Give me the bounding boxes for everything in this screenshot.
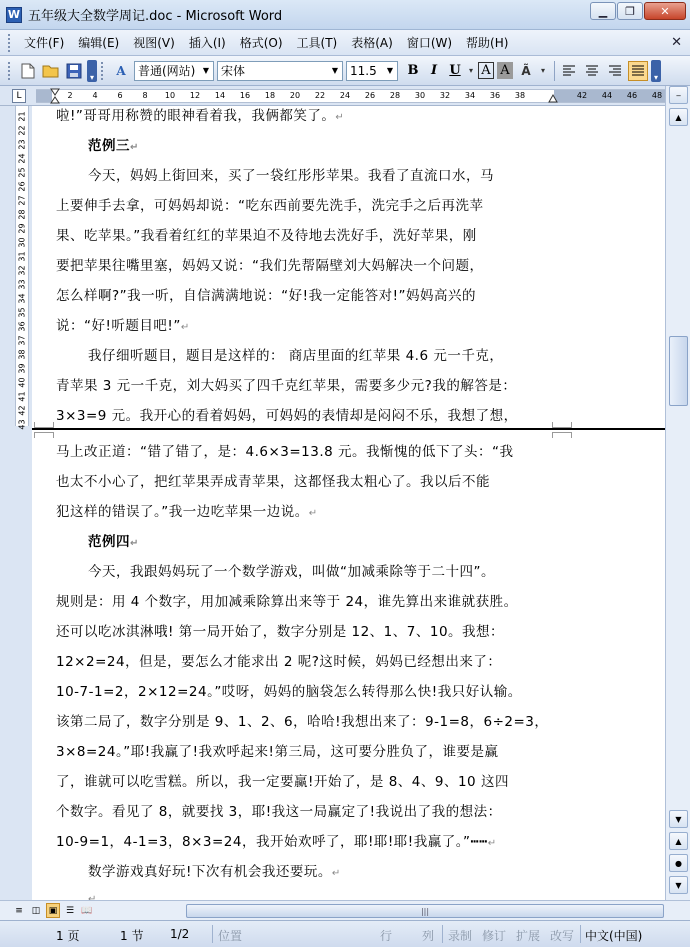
menu-view[interactable]: 视图(V): [133, 36, 175, 50]
menu-file[interactable]: 文件(F): [24, 36, 65, 50]
align-center-icon[interactable]: [582, 61, 602, 81]
close-button[interactable]: ✕: [644, 2, 686, 20]
paragraph-mark: ↵: [335, 112, 345, 123]
section-heading[interactable]: [56, 134, 588, 154]
line-text: 范例四: [88, 534, 130, 550]
paragraph-line[interactable]: [56, 374, 588, 394]
paragraph-line[interactable]: [56, 224, 588, 244]
ruler-tick: 30: [414, 91, 426, 100]
ruler-tick: 36: [489, 91, 501, 100]
align-right-icon[interactable]: [605, 61, 625, 81]
title-bar: [0, 0, 690, 30]
horizontal-scrollbar[interactable]: [0, 900, 690, 920]
vruler-tick: 38: [17, 349, 27, 360]
paragraph-line[interactable]: [56, 620, 588, 640]
toolbar-options-icon[interactable]: ▾: [651, 60, 661, 82]
paragraph-line[interactable]: [56, 830, 588, 850]
vruler-tick: 28: [17, 209, 27, 220]
menu-bar: [0, 30, 690, 56]
status-extend[interactable]: 扩展: [516, 929, 541, 943]
page-corner: [34, 422, 54, 428]
ruler-band[interactable]: [36, 89, 666, 103]
next-page-icon[interactable]: ▼: [669, 876, 688, 894]
vertical-scroll-thumb[interactable]: [669, 336, 688, 406]
ruler-tick: 32: [439, 91, 451, 100]
bold-button[interactable]: B: [407, 63, 419, 78]
scroll-down-icon[interactable]: ▼: [669, 810, 688, 828]
ruler-tick: 2: [67, 91, 73, 100]
line-text: 还可以吃冰淇淋哦! 第一局开始了，数字分别是 12、1、7、10。我想：: [56, 624, 505, 640]
chevron-down-icon[interactable]: ▼: [202, 66, 210, 75]
line-text: 10-7-1=2，2×12=24。”哎呀，妈妈的脑袋怎么转得那么快!我只好认输。: [56, 684, 522, 700]
line-text: 规则是：用 4 个数字，用加减乘除算出来等于 24，谁先算出来谁就获胜。: [56, 594, 518, 610]
status-bar: [0, 920, 690, 947]
ruler-tick: 34: [464, 91, 476, 100]
normal-view-icon[interactable]: ≡: [15, 905, 23, 916]
line-text: 啦!”哥哥用称赞的眼神看着我，我俩都笑了。: [56, 108, 336, 124]
status-language: 中文(中国): [585, 929, 643, 943]
chevron-down-icon[interactable]: ▼: [331, 66, 339, 75]
ruler-tick: 26: [364, 91, 376, 100]
status-page: 1 页: [56, 929, 80, 943]
paragraph-line[interactable]: [56, 680, 588, 700]
section-heading[interactable]: [56, 530, 588, 550]
line-text: 数学游戏真好玩!下次有机会我还要玩。: [88, 864, 332, 880]
justify-icon[interactable]: [628, 61, 648, 81]
status-track-changes[interactable]: 修订: [482, 929, 507, 943]
status-pages: 1/2: [170, 927, 190, 941]
paragraph-line[interactable]: [56, 344, 588, 364]
ruler-tick: 8: [142, 91, 148, 100]
ruler-tick: 28: [389, 91, 401, 100]
status-position: 位置: [218, 929, 243, 943]
line-text: 个数字。看见了 8，就要找 3，耶!我这一局赢定了!我说出了我的想法：: [56, 804, 502, 820]
vruler-tick: 26: [17, 181, 27, 192]
new-document-icon[interactable]: [18, 61, 38, 81]
ruler-tick: 16: [239, 91, 251, 100]
status-overtype[interactable]: 改写: [550, 929, 575, 943]
line-text: 3×3=9 元。我开心的看着妈妈，可妈妈的表情却是闷闷不乐，我想了想，: [56, 408, 518, 424]
ruler-tick: 46: [626, 91, 638, 100]
ruler-tick: 4: [92, 91, 98, 100]
line-text: 我仔细听题目，题目是这样的： 商店里面的红苹果 4.6 元一千克，: [88, 348, 504, 364]
character-border-button[interactable]: A: [478, 62, 494, 79]
menu-table[interactable]: 表格(A): [351, 36, 393, 50]
ruler-tick: 18: [264, 91, 276, 100]
vruler-tick: 43: [17, 419, 27, 430]
menu-edit[interactable]: 编辑(E): [78, 36, 120, 50]
line-text: 3×8=24。”耶!我赢了!我欢呼起来!第三局，这可要分胜负了，谁要是赢: [56, 744, 499, 760]
toolbar-grip[interactable]: [8, 62, 12, 80]
menu-grip[interactable]: [8, 34, 12, 52]
print-layout-icon[interactable]: ▣: [46, 903, 60, 918]
font-combo[interactable]: [217, 61, 343, 81]
vruler-tick: 39: [17, 363, 27, 374]
window-controls: [590, 2, 686, 20]
scaling-dropdown-icon[interactable]: ▾: [540, 66, 545, 75]
maximize-button[interactable]: ❐: [617, 2, 643, 20]
vruler-tick: 35: [17, 307, 27, 318]
font-value: 宋体: [221, 64, 246, 78]
vruler-tick: 37: [17, 335, 27, 346]
paragraph-line[interactable]: [56, 890, 588, 900]
paragraph-mark: ↵: [130, 538, 139, 549]
line-text: 也太不小心了，把红苹果弄成青苹果，这都怪我太粗心了。我以后不能: [56, 474, 490, 490]
toolbar-separator: [554, 61, 555, 81]
line-text: 怎么样啊?”我一听，自信满满地说：“好!我一定能答对!”妈妈高兴的: [56, 288, 476, 304]
vruler-tick: 29: [17, 223, 27, 234]
format-toolbar-grip[interactable]: [101, 62, 105, 80]
vruler-tick: 41: [17, 391, 27, 402]
line-text: 今天，妈妈上街回来，买了一袋红彤彤苹果。我看了直流口水，马: [88, 168, 494, 184]
line-text: 犯这样的错误了。”我一边吃苹果一边说。: [56, 504, 309, 520]
left-edge: [0, 106, 12, 900]
vruler-tick: 32: [17, 265, 27, 276]
font-size-combo[interactable]: [346, 61, 398, 81]
save-icon[interactable]: [64, 61, 84, 81]
style-value: 普通(网站): [138, 64, 196, 78]
paragraph-mark: ↵: [308, 508, 318, 519]
web-layout-icon[interactable]: ◫: [31, 905, 41, 916]
first-line-indent-marker[interactable]: [50, 88, 60, 104]
line-text: 该第二局了，数字分别是 9、1、2、6，哈哈!我想出来了：9-1=8，6÷2=3，: [56, 714, 549, 730]
window-title: 五年级大全数学周记.doc - Microsoft Word: [28, 9, 283, 24]
paragraph-mark: ↵: [130, 142, 139, 153]
ruler-tick: 12: [189, 91, 201, 100]
line-text: 说：“好!听题目吧!”: [56, 318, 181, 334]
line-text: 10-9=1，4-1=3，8×3=24，我开始欢呼了，耶!耶!耶!我赢了。”┅┅: [56, 834, 488, 850]
word-app-icon[interactable]: W: [7, 8, 21, 21]
paragraph-mark: ↵: [331, 868, 341, 879]
horizontal-scroll-track[interactable]: [102, 904, 656, 918]
paragraph-line[interactable]: [56, 740, 588, 760]
style-combo[interactable]: [134, 61, 214, 81]
paragraph-line[interactable]: [56, 164, 588, 184]
line-text: 今天，我跟妈妈玩了一个数学游戏，叫做“加减乘除等于二十四”。: [88, 564, 495, 580]
underline-button[interactable]: U: [449, 63, 461, 78]
browse-object-icon[interactable]: ●: [669, 854, 688, 872]
vruler-tick: 21: [17, 111, 27, 122]
paragraph-line[interactable]: [56, 710, 588, 730]
reading-layout-icon[interactable]: 📖: [81, 905, 93, 916]
paragraph-mark: ↵: [180, 322, 190, 333]
underline-dropdown-icon[interactable]: ▾: [468, 66, 473, 75]
menu-help[interactable]: 帮助(H): [466, 36, 509, 50]
paragraph-line[interactable]: [56, 650, 588, 670]
line-text: 马上改正道：“错了错了，是：4.6×3=13.8 元。我惭愧的低下了头：“我: [56, 444, 514, 460]
paragraph-line[interactable]: [56, 860, 588, 880]
page-corner: [34, 432, 54, 438]
paragraph-line[interactable]: [56, 770, 588, 790]
open-folder-icon[interactable]: [41, 61, 61, 81]
split-box-icon[interactable]: ‒: [669, 86, 688, 104]
italic-button[interactable]: I: [430, 63, 438, 78]
paragraph-line[interactable]: [56, 404, 588, 424]
vruler-tick: 25: [17, 167, 27, 178]
previous-page-icon[interactable]: ▲: [669, 832, 688, 850]
scroll-up-icon[interactable]: ▲: [669, 108, 688, 126]
paragraph-line[interactable]: [56, 284, 588, 304]
line-text: 要把苹果往嘴里塞，妈妈又说：“我们先帮隔壁刘大妈解决一个问题，: [56, 258, 484, 274]
ruler-tick: 48: [651, 91, 663, 100]
chevron-down-icon[interactable]: ▼: [386, 66, 394, 75]
character-scaling-icon[interactable]: A͂: [521, 63, 531, 78]
ruler-tick: 20: [289, 91, 301, 100]
vertical-ruler[interactable]: [12, 106, 32, 900]
vertical-scrollbar[interactable]: [665, 86, 690, 900]
line-text: 青苹果 3 元一千克，刘大妈买了四千克红苹果，需要多少元?我的解答是：: [56, 378, 517, 394]
ruler-tick: 24: [339, 91, 351, 100]
toolbar-options-icon[interactable]: ▾: [87, 60, 97, 82]
menu-insert[interactable]: 插入(I): [188, 36, 226, 50]
vruler-tick: 34: [17, 293, 27, 304]
paragraph-line[interactable]: [56, 500, 588, 520]
document-area[interactable]: [32, 106, 665, 900]
vruler-tick: 27: [17, 195, 27, 206]
paragraph-mark: ↵: [487, 838, 497, 849]
paragraph-mark: ↵: [88, 894, 97, 900]
paragraph-line[interactable]: [56, 194, 588, 214]
paragraph-line[interactable]: [56, 590, 588, 610]
paragraph-line[interactable]: [56, 254, 588, 274]
ruler-tick: 22: [314, 91, 326, 100]
outline-view-icon[interactable]: ☰: [65, 905, 75, 916]
vruler-tick: 33: [17, 279, 27, 290]
ruler-tick: 14: [214, 91, 226, 100]
paragraph-line[interactable]: [56, 440, 588, 460]
minimize-button[interactable]: ▁: [590, 2, 616, 20]
line-text: 12×2=24，但是，要怎么才能求出 2 呢?这时候，妈妈已经想出来了：: [56, 654, 502, 670]
vruler-tick: 42: [17, 405, 27, 416]
vruler-tick: 36: [17, 321, 27, 332]
line-text: 范例三: [88, 138, 130, 154]
font-size-value: 11.5: [350, 63, 377, 78]
paragraph-line[interactable]: [56, 800, 588, 820]
ruler-tick: 44: [601, 91, 613, 100]
line-text: 了，谁就可以吃雪糕。所以，我一定要赢!开始了，是 8、4、9、10 这四: [56, 774, 509, 790]
paragraph-line[interactable]: [56, 560, 588, 580]
status-separator: [580, 925, 581, 943]
ruler-tick: 38: [514, 91, 526, 100]
document-close-icon[interactable]: ✕: [671, 35, 682, 50]
paragraph-line[interactable]: [56, 106, 588, 124]
page-corner: [552, 432, 572, 438]
vruler-tick: 22: [17, 125, 27, 136]
status-separator: [212, 925, 213, 943]
horizontal-ruler[interactable]: [0, 86, 690, 106]
menu-format[interactable]: 格式(O): [239, 36, 283, 50]
status-record[interactable]: 录制: [448, 929, 473, 943]
character-shading-button[interactable]: A: [497, 62, 513, 79]
status-separator: [442, 925, 443, 943]
vruler-tick: 23: [17, 139, 27, 150]
ruler-tick: 6: [117, 91, 123, 100]
ruler-tick: 10: [164, 91, 176, 100]
page-boundary: [32, 428, 665, 430]
ruler-tick: 42: [576, 91, 588, 100]
line-text: 上要伸手去拿，可妈妈却说：“吃东西前要先洗手，洗完手之后再洗苹: [56, 198, 484, 214]
align-left-icon[interactable]: [559, 61, 579, 81]
menu-window[interactable]: 窗口(W): [406, 36, 453, 50]
vruler-tick: 30: [17, 237, 27, 248]
menu-tools[interactable]: 工具(T): [296, 36, 338, 50]
toolbar: [0, 56, 690, 86]
styles-and-formatting-icon[interactable]: A: [116, 63, 126, 78]
tab-selector[interactable]: L: [12, 89, 26, 103]
horizontal-scroll-thumb[interactable]: |||: [186, 904, 664, 918]
paragraph-line[interactable]: [56, 314, 588, 334]
status-row: 行: [380, 929, 393, 943]
status-section: 1 节: [120, 929, 144, 943]
vruler-tick: 40: [17, 377, 27, 388]
line-text: 果、吃苹果。”我看着红红的苹果迫不及待地去洗好手，洗好苹果，刚: [56, 228, 477, 244]
vruler-tick: 24: [17, 153, 27, 164]
right-indent-marker[interactable]: [548, 93, 558, 103]
paragraph-line[interactable]: [56, 470, 588, 490]
status-column: 列: [422, 929, 435, 943]
vruler-tick: 31: [17, 251, 27, 262]
